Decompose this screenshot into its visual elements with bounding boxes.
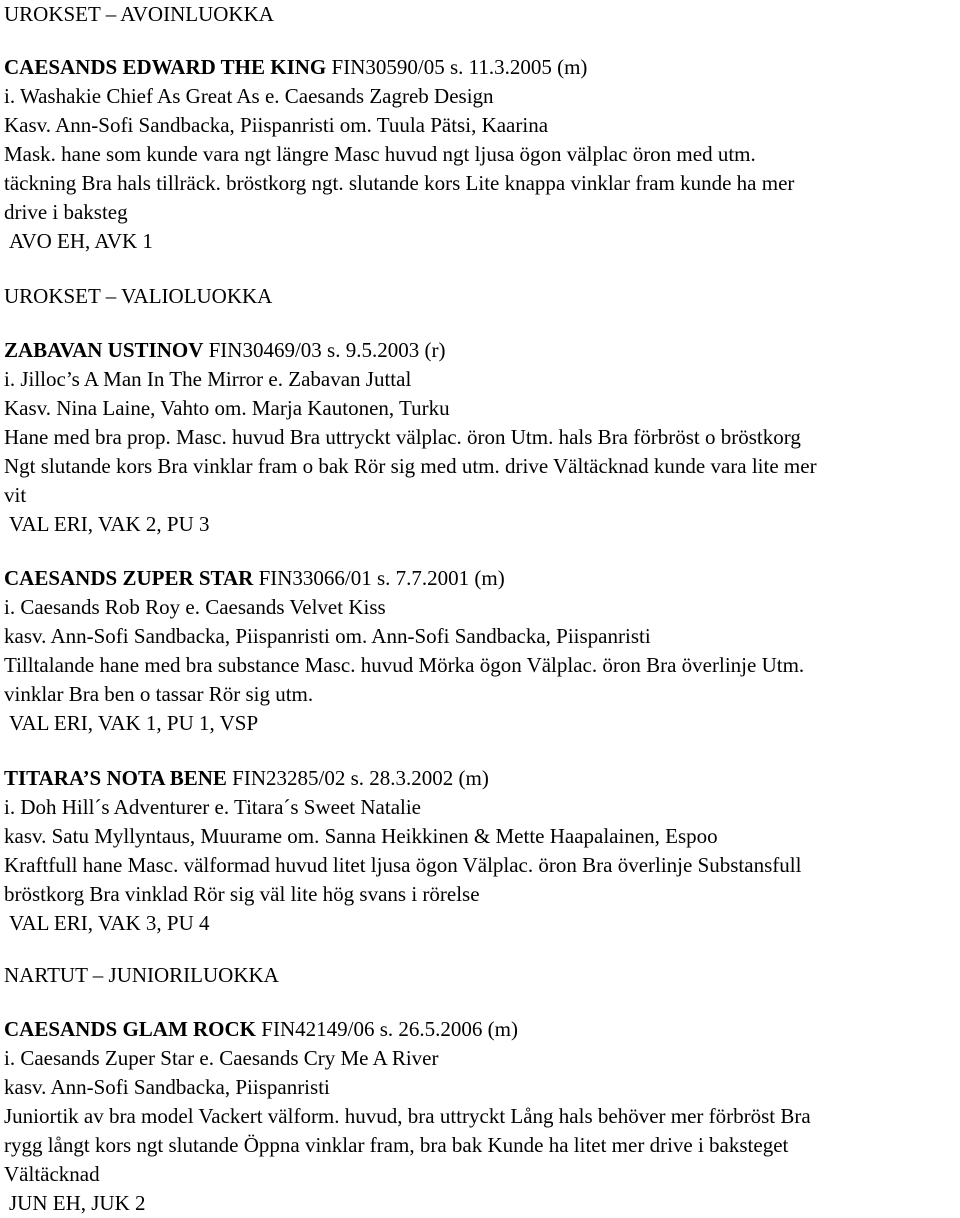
- critique-line: Juniortik av bra model Vackert välform. huvud, bra uttryckt Lång hals behöver mer förbröst Bra: [4, 1104, 811, 1128]
- critique-line: Vältäcknad: [4, 1162, 100, 1186]
- breeder-owner-line: kasv. Satu Myllyntaus, Muurame om. Sanna Heikkinen & Mette Haapalainen, Espoo: [4, 824, 718, 848]
- breeder-owner-line: Kasv. Ann-Sofi Sandbacka, Piispanristi om. Tuula Pätsi, Kaarina: [4, 113, 549, 137]
- critique-line: Kraftfull hane Masc. välformad huvud litet ljusa ögon Välplac. öron Bra överlinje Substansfull: [4, 853, 802, 877]
- pedigree-line: i. Jilloc’s A Man In The Mirror e. Zabavan Juttal: [4, 367, 412, 391]
- section-heading: UROKSET – VALIOLUOKKA: [4, 284, 273, 308]
- dog-entry-titaras-nota-bene: [4, 764, 956, 938]
- section-heading-urokset-avoinluokka: [4, 0, 956, 29]
- pedigree-line: i. Doh Hill´s Adventurer e. Titara´s Sweet Natalie: [4, 795, 422, 819]
- result-line: VAL ERI, VAK 2, PU 3: [9, 512, 210, 536]
- critique-line: täckning Bra hals tillräck. bröstkorg ngt. slutande kors Lite knappa vinklar fram kunde ha mer: [4, 171, 795, 195]
- dog-name: CAESANDS EDWARD THE KING: [4, 55, 327, 79]
- entry-title-line: [4, 764, 956, 793]
- pedigree-line: i. Caesands Rob Roy e. Caesands Velvet Kiss: [4, 595, 386, 619]
- critique-line: vinklar Bra ben o tassar Rör sig utm.: [4, 682, 314, 706]
- result-line: VAL ERI, VAK 3, PU 4: [9, 911, 210, 935]
- dog-name: TITARA’S NOTA BENE: [4, 766, 227, 790]
- critique-line: Tilltalande hane med bra substance Masc. huvud Mörka ögon Välplac. öron Bra överlinje Utm.: [4, 653, 805, 677]
- registration-info: FIN42149/06 s. 26.5.2006 (m): [256, 1017, 518, 1041]
- dog-entry-caesands-glam-rock: [4, 1015, 956, 1218]
- section-heading-nartut-junioriluokka: [4, 961, 956, 990]
- pedigree-line: i. Washakie Chief As Great As e. Caesands Zagreb Design: [4, 84, 494, 108]
- dog-entry-caesands-zuper-star: [4, 564, 956, 738]
- pedigree-line: i. Caesands Zuper Star e. Caesands Cry Me A River: [4, 1046, 439, 1070]
- entry-title-line: [4, 1015, 956, 1044]
- section-heading-urokset-valioluokka: [4, 282, 956, 311]
- breeder-owner-line: kasv. Ann-Sofi Sandbacka, Piispanristi om. Ann-Sofi Sandbacka, Piispanristi: [4, 624, 651, 648]
- registration-info: FIN30590/05 s. 11.3.2005 (m): [326, 55, 588, 79]
- section-heading: NARTUT – JUNIORILUOKKA: [4, 963, 279, 987]
- entry-title-line: [4, 336, 956, 365]
- registration-info: FIN23285/02 s. 28.3.2002 (m): [226, 766, 489, 790]
- registration-info: FIN30469/03 s. 9.5.2003 (r): [203, 338, 446, 362]
- critique-line: Mask. hane som kunde vara ngt längre Masc huvud ngt ljusa ögon välplac öron med utm.: [4, 142, 756, 166]
- dog-name: ZABAVAN USTINOV: [4, 338, 204, 362]
- dog-entry-caesands-edward-the-king: [4, 53, 956, 256]
- result-line: AVO EH, AVK 1: [9, 229, 153, 253]
- critique-line: rygg långt kors ngt slutande Öppna vinklar fram, bra bak Kunde ha litet mer drive i baksteget: [4, 1133, 789, 1157]
- dog-name: CAESANDS GLAM ROCK: [4, 1017, 257, 1041]
- dog-entry-zabavan-ustinov: [4, 336, 956, 539]
- entry-title-line: [4, 564, 956, 593]
- result-line: JUN EH, JUK 2: [9, 1191, 146, 1215]
- critique-line: bröstkorg Bra vinklad Rör sig väl lite hög svans i rörelse: [4, 882, 480, 906]
- result-line: VAL ERI, VAK 1, PU 1, VSP: [9, 711, 259, 735]
- registration-info: FIN33066/01 s. 7.7.2001 (m): [253, 566, 505, 590]
- dog-name: CAESANDS ZUPER STAR: [4, 566, 254, 590]
- critique-line: vit: [4, 483, 27, 507]
- critique-line: Hane med bra prop. Masc. huvud Bra uttryckt välplac. öron Utm. hals Bra förbröst o bröstkorg: [4, 425, 801, 449]
- critique-line: Ngt slutande kors Bra vinklar fram o bak Rör sig med utm. drive Vältäcknad kunde vara lite mer: [4, 454, 817, 478]
- section-heading: UROKSET – AVOINLUOKKA: [4, 2, 274, 26]
- entry-title-line: [4, 53, 956, 82]
- breeder-owner-line: kasv. Ann-Sofi Sandbacka, Piispanristi: [4, 1075, 330, 1099]
- critique-line: drive i baksteg: [4, 200, 128, 224]
- breeder-owner-line: Kasv. Nina Laine, Vahto om. Marja Kautonen, Turku: [4, 396, 450, 420]
